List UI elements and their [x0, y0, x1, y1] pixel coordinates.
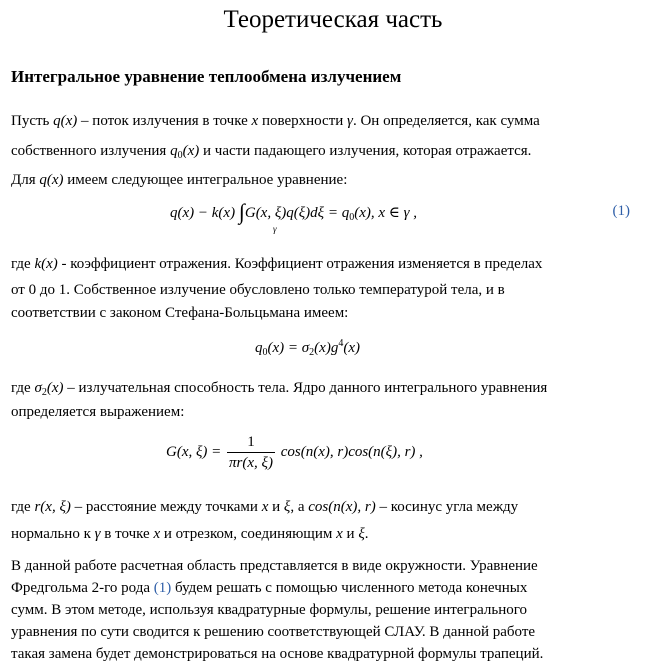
paragraph-4-line-1 [11, 497, 518, 517]
paragraph-2-line-3: соответствии с законом Стефана-Больцьмана имеем: [11, 305, 349, 321]
math-sigma2-x: $\sigma_2(x)$ [34, 380, 64, 398]
text-run: , а [290, 499, 309, 515]
paragraph-4-line-2 [11, 524, 369, 544]
math-xi: ξ [283, 499, 291, 515]
text-run: - коэффициент отражения. Коэффициент отражения изменяется в пределах [57, 256, 543, 272]
text-run: – излучательная способность тела. Ядро данного интегрального уравнения [63, 380, 548, 396]
math-x: x [261, 499, 269, 515]
math-x: x [153, 526, 161, 542]
eq3-right: cos(n(x), r)cos(n(ξ), r) , [280, 443, 423, 460]
integral-sign: ∫ [238, 199, 245, 224]
text-run: где [11, 256, 35, 272]
math-x: x [336, 526, 343, 542]
paragraph-1-line-2 [11, 141, 531, 166]
eq1-body: G(x, ξ)q(ξ)dξ = q [244, 205, 350, 221]
paragraph-5-line-5: такая замена будет демонстрироваться на основе квадратурной формулы трапеций. [11, 646, 544, 662]
math-gamma: γ [94, 526, 101, 542]
text-run: – расстояние между точками [70, 499, 262, 515]
eq3-fraction [227, 432, 275, 473]
paragraph-5-line-4: уравнения по сути сводится к решению соответствующей СЛАУ. В данной работе [11, 624, 536, 640]
text-run: собственного излучения [11, 143, 171, 159]
text-run: Пусть [11, 113, 54, 129]
equation-reference-link[interactable]: (1) [153, 580, 172, 596]
paragraph-5-line-2 [11, 578, 527, 598]
math-q-x: q(x) [39, 172, 64, 188]
text-run: нормально к [11, 526, 95, 542]
text-run: – косинус угла между [375, 499, 519, 515]
text-run: и части падающего излучения, которая отражается. [199, 143, 532, 159]
equation-3 [166, 432, 423, 473]
paragraph-1-line-3 [11, 170, 347, 190]
section-heading: Интегральное уравнение теплообмена излучением [11, 67, 402, 86]
text-run: и [342, 526, 359, 542]
paragraph-5-line-1: В данной работе расчетная область представляется в виде окружности. Уравнение [11, 558, 538, 574]
paragraph-3-line-1 [11, 378, 547, 403]
text-run: в точке [100, 526, 154, 542]
text-run: имеем следующее интегральное уравнение: [63, 172, 348, 188]
text-run: где [11, 499, 35, 515]
eq2-q: q [255, 340, 263, 356]
text-run: . [364, 526, 369, 542]
text-run: поверхности [258, 113, 348, 129]
math-q0-x: $q_0(x)$ [170, 143, 200, 161]
math-k-x: k(x) [34, 256, 58, 272]
math-q-x: q(x) [53, 113, 78, 129]
paragraph-3-line-2: определяется выражением: [11, 404, 185, 420]
eq3-numerator: 1 [227, 432, 275, 453]
page-title: Теоретическая часть [223, 6, 443, 33]
text-run: и отрезком, соединяющим [160, 526, 337, 542]
eq1-rest: (x), x ∈ γ , [354, 205, 418, 221]
equation-1: q(x) − k(x) ∫G(x, $\xi)q(\xi)d\xi = q_0(x)$, x ∈ γ , [170, 199, 418, 224]
math-x: x [251, 113, 259, 129]
text-run: будем решать с помощью численного метода конечных [171, 580, 528, 596]
equation-number: (1) [612, 203, 630, 219]
text-run: – поток излучения в точке [77, 113, 252, 129]
text-run: . Он определяется, как сумма [352, 113, 540, 129]
integral-limit: γ [273, 224, 277, 234]
equation-2: $q_0(x) = \sigma_2(x)g^4(x)$ [255, 338, 360, 358]
paragraph-1-line-1 [11, 111, 540, 131]
math-r-x-xi: r(x, ξ) [34, 499, 71, 515]
eq1-left: q(x) − k(x) [170, 205, 236, 221]
text-run: Фредгольма 2-го рода [11, 580, 154, 596]
math-gamma: γ [347, 113, 353, 129]
text-run: Для [11, 172, 40, 188]
eq3-denominator: πr(x, ξ) [229, 455, 273, 471]
math-xi: ξ [358, 526, 365, 542]
paragraph-2-line-2: от 0 до 1. Собственное излучение обусловлено только температурой тела, и в [11, 282, 505, 298]
paragraph-2-line-1 [11, 254, 542, 274]
eq3-left: G(x, ξ) = [166, 443, 222, 460]
paragraph-5-line-3: сумм. В этом методе, используя квадратурные формулы, решение интегрального [11, 602, 528, 618]
text-run: и [268, 499, 284, 515]
math-cos: cos(n(x), r) [308, 499, 376, 515]
text-run: где [11, 380, 35, 396]
